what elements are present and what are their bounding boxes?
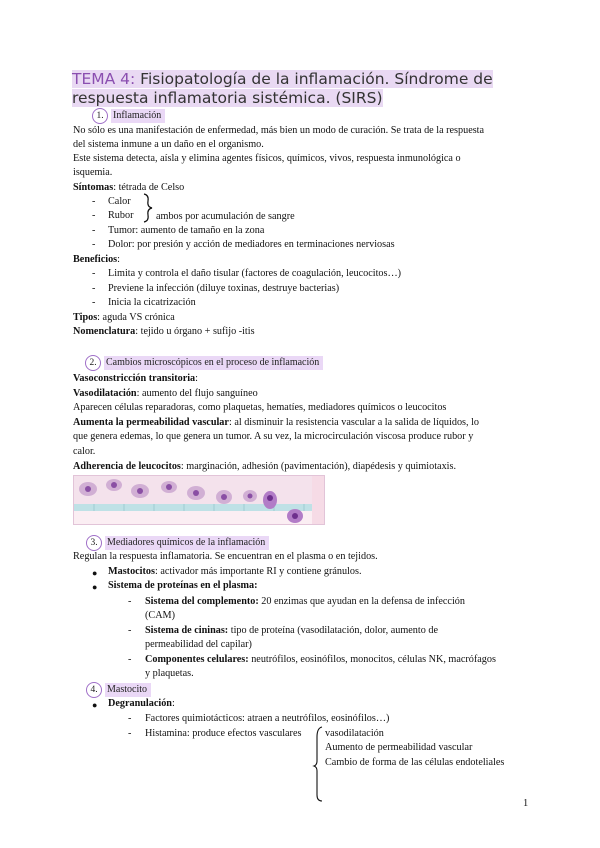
label: Sistema del complemento: [145, 596, 259, 607]
label: Síntomas [73, 182, 114, 193]
text: : [195, 373, 198, 384]
dash: - [128, 728, 132, 739]
text: : activador más importante RI y contiene gránulos. [154, 566, 362, 577]
text: tipo de proteína (vasodilatación, dolor, aumento de [228, 625, 438, 636]
label: Aumenta la permeabilidad vascular [73, 417, 229, 428]
dash: - [92, 196, 96, 207]
section-label: Mastocito [105, 683, 151, 698]
label: Tipos [73, 312, 98, 323]
page-title [72, 70, 542, 108]
section-heading-2 [85, 355, 323, 371]
page-number: 1 [523, 798, 529, 809]
text: : aumento del flujo sanguíneo [136, 388, 258, 399]
paragraph: isquemia. [73, 167, 113, 178]
section-number: 1. [92, 108, 108, 124]
section-heading-3 [86, 535, 269, 551]
dash: - [92, 297, 96, 308]
dash: - [92, 268, 96, 279]
paragraph: permeabilidad del capilar) [145, 639, 252, 650]
paragraph: del sistema inmune a un daño en el organismo. [73, 139, 264, 150]
title-prefix: TEMA 4: [72, 70, 136, 88]
paragraph: calor. [73, 446, 96, 457]
paragraph: Este sistema detecta, aísla y elimina agentes físicos, químicos, vivos, respuesta inmunológica o [73, 153, 461, 164]
section-label: Cambios microscópicos en el proceso de inflamación [104, 356, 323, 371]
list-item: Factores quimiotácticos: atraen a neutrófilos, eosinófilos…) [145, 713, 390, 724]
list-item: Tumor: aumento de tamaño en la zona [108, 225, 265, 236]
label: Adherencia de leucocitos [73, 461, 181, 472]
nomenclatura-line [73, 325, 255, 340]
vasoconstriccion-line [73, 372, 198, 387]
label: Mastocitos [108, 566, 155, 577]
section-heading-4 [86, 682, 151, 698]
dash: - [128, 654, 132, 665]
dash: - [92, 210, 96, 221]
label: Degranulación [108, 698, 172, 709]
dash: - [128, 713, 132, 724]
label: Vasodilatación [73, 388, 137, 399]
text: 20 enzimas que ayudan en la defensa de infección [258, 596, 465, 607]
label: Componentes celulares: [145, 654, 249, 665]
dash: - [92, 239, 96, 250]
bullet-icon: ● [92, 582, 98, 592]
effect-item: Cambio de forma de las células endoteliales [325, 757, 505, 768]
text: : [117, 254, 120, 265]
text: : aguda VS crónica [97, 312, 175, 323]
section-label: Mediadores químicos de la inflamación [105, 536, 269, 551]
text: : al disminuir la resistencia vascular a la salida de líquidos, lo [228, 417, 480, 428]
dash: - [92, 283, 96, 294]
label: Vasoconstricción transitoria [73, 373, 196, 384]
complemento-line [145, 595, 465, 610]
text: neutrófilos, eosinófilos, monocitos, células NK, macrófagos [248, 654, 496, 665]
dash: - [128, 625, 132, 636]
effect-item: Aumento de permeabilidad vascular [325, 742, 473, 753]
section-number: 2. [85, 355, 101, 371]
section-label: Inflamación [111, 109, 165, 124]
curly-brace-icon [312, 725, 324, 803]
beneficios-line [73, 253, 120, 268]
section-number: 4. [86, 682, 102, 698]
text: : marginación, adhesión (pavimentación), diapédesis y quimiotaxis. [180, 461, 456, 472]
degranulacion-line [108, 697, 175, 712]
mastocitos-line [108, 565, 362, 580]
text: : tejido u órgano + sufijo -itis [135, 326, 255, 337]
label: Nomenclatura [73, 326, 136, 337]
paragraph: (CAM) [145, 610, 175, 621]
paragraph: Aparecen células reparadoras, como plaquetas, hematíes, mediadores químicos o leucocitos [73, 402, 447, 413]
paragraph: que genera edemas, lo que genera un tumor. A su vez, la microcirculación viscosa produce rubor y [73, 431, 474, 442]
effect-item: vasodilatación [325, 728, 384, 739]
sintomas-line [73, 181, 184, 196]
vessel-diagram [74, 476, 324, 524]
paragraph: Regulan la respuesta inflamatoria. Se encuentran en el plasma o en tejidos. [73, 551, 378, 562]
section-number: 3. [86, 535, 102, 551]
paragraph: No sólo es una manifestación de enfermedad, más bien un modo de curación. Se trata de la respuesta [73, 125, 485, 136]
list-item: Inicia la cicatrización [108, 297, 196, 308]
label: Beneficios [73, 254, 118, 265]
rubor-note: ambos por acumulación de sangre [156, 211, 295, 222]
list-item: Limita y controla el daño tisular (factores de coagulación, leucocitos…) [108, 268, 402, 279]
title-line2: respuesta inflamatoria sistémica. (SIRS) [72, 89, 383, 107]
list-item: Previene la infección (diluye toxinas, destruye bacterias) [108, 283, 340, 294]
sistema-proteinas-line [108, 579, 258, 594]
curly-brace-icon [142, 193, 154, 223]
list-item: Rubor [108, 210, 134, 221]
text: : [171, 698, 175, 709]
section-heading-1 [92, 108, 165, 124]
list-item: Histamina: produce efectos vasculares [145, 728, 302, 739]
bullet-icon: ● [92, 700, 98, 710]
leukocyte-adhesion-illustration [73, 475, 325, 525]
componentes-line [145, 653, 496, 668]
title-line1: Fisiopatología de la inflamación. Síndrome de [135, 70, 493, 88]
cininas-line [145, 624, 438, 639]
vasodilatacion-line [73, 387, 258, 402]
list-item: Calor [108, 196, 131, 207]
tipos-line [73, 311, 175, 326]
label: Sistema de proteínas en el plasma: [108, 580, 258, 591]
text: : tétrada de Celso [113, 182, 185, 193]
dash: - [128, 596, 132, 607]
permeabilidad-line [73, 416, 479, 431]
list-item: Dolor: por presión y acción de mediadores en terminaciones nerviosas [108, 239, 395, 250]
adherencia-line [73, 460, 456, 475]
paragraph: y plaquetas. [145, 668, 194, 679]
label: Sistema de cininas: [145, 625, 229, 636]
bullet-icon: ● [92, 568, 98, 578]
dash: - [92, 225, 96, 236]
